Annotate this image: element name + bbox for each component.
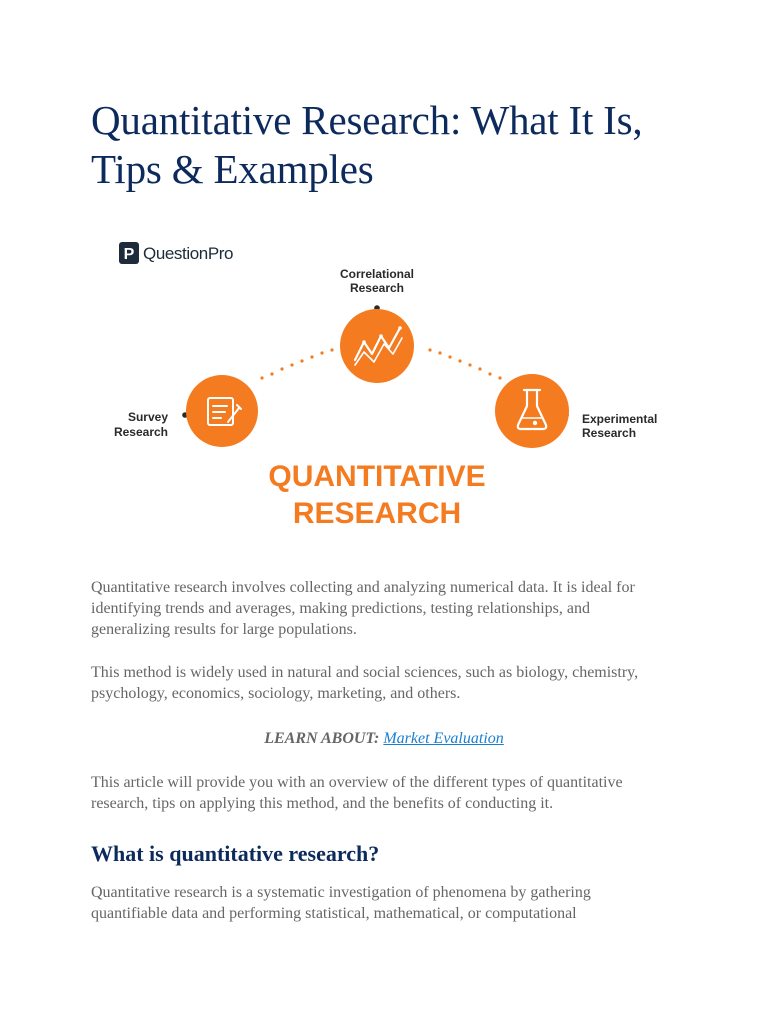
infographic-svg xyxy=(91,220,677,560)
section-p1-line-2: quantifiable data and performing statistical, mathematical, or computational xyxy=(91,905,577,922)
brand-name: QuestionPro xyxy=(143,244,234,263)
experimental-circle xyxy=(495,374,569,448)
experimental-node xyxy=(495,374,569,448)
intro-p2-line-1: This method is widely used in natural and social sciences, such as biology, chemistry, xyxy=(91,664,639,681)
brand-logo-letter: P xyxy=(123,246,135,263)
market-evaluation-link[interactable]: Market Evaluation xyxy=(383,730,504,747)
survey-label-line-1: Survey xyxy=(127,410,168,424)
section-p1-line-1: Quantitative research is a systematic investigation of phenomena by gathering xyxy=(91,884,591,901)
page-title xyxy=(91,96,731,194)
intro-paragraph-2 xyxy=(91,662,691,704)
intro-p1-line-3: generalizing results for large populations. xyxy=(91,621,357,638)
section-paragraph-1 xyxy=(91,882,691,924)
intro-paragraph-1 xyxy=(91,577,691,640)
survey-label-line-2: Research xyxy=(113,425,168,439)
learn-about-label: LEARN ABOUT: xyxy=(264,730,380,747)
intro-p1-line-1: Quantitative research involves collecting and analyzing numerical data. It is ideal for xyxy=(91,579,635,596)
page-title-line-2: Tips & Examples xyxy=(91,146,374,192)
infographic-headline xyxy=(268,460,485,530)
learn-about-callout xyxy=(91,728,677,749)
correlational-node xyxy=(340,305,414,383)
intro-p1-line-2: identifying trends and averages, making predictions, testing relationships, and xyxy=(91,600,590,617)
correlational-label-line-2: Research xyxy=(349,281,405,295)
intro-p3-line-2: research, tips on applying this method, and the benefits of conducting it. xyxy=(91,795,554,812)
experimental-label-line-2: Research xyxy=(582,426,637,440)
headline-line-1: QUANTITATIVE xyxy=(268,460,486,493)
experimental-label-line-1: Experimental xyxy=(582,412,658,426)
survey-node xyxy=(182,375,258,447)
intro-paragraph-3 xyxy=(91,772,691,814)
section-heading: What is quantitative research? xyxy=(91,841,380,866)
hero-infographic xyxy=(91,220,677,560)
correlational-label-line-1: Correlational xyxy=(339,267,415,281)
questionpro-logo xyxy=(119,242,233,264)
intro-p3-line-1: This article will provide you with an overview of the different types of quantitative xyxy=(91,774,623,791)
headline-line-2: RESEARCH xyxy=(292,497,462,530)
intro-p2-line-2: psychology, economics, sociology, marketing, and others. xyxy=(91,685,461,702)
page-title-line-1: Quantitative Research: What It Is, xyxy=(91,97,643,143)
